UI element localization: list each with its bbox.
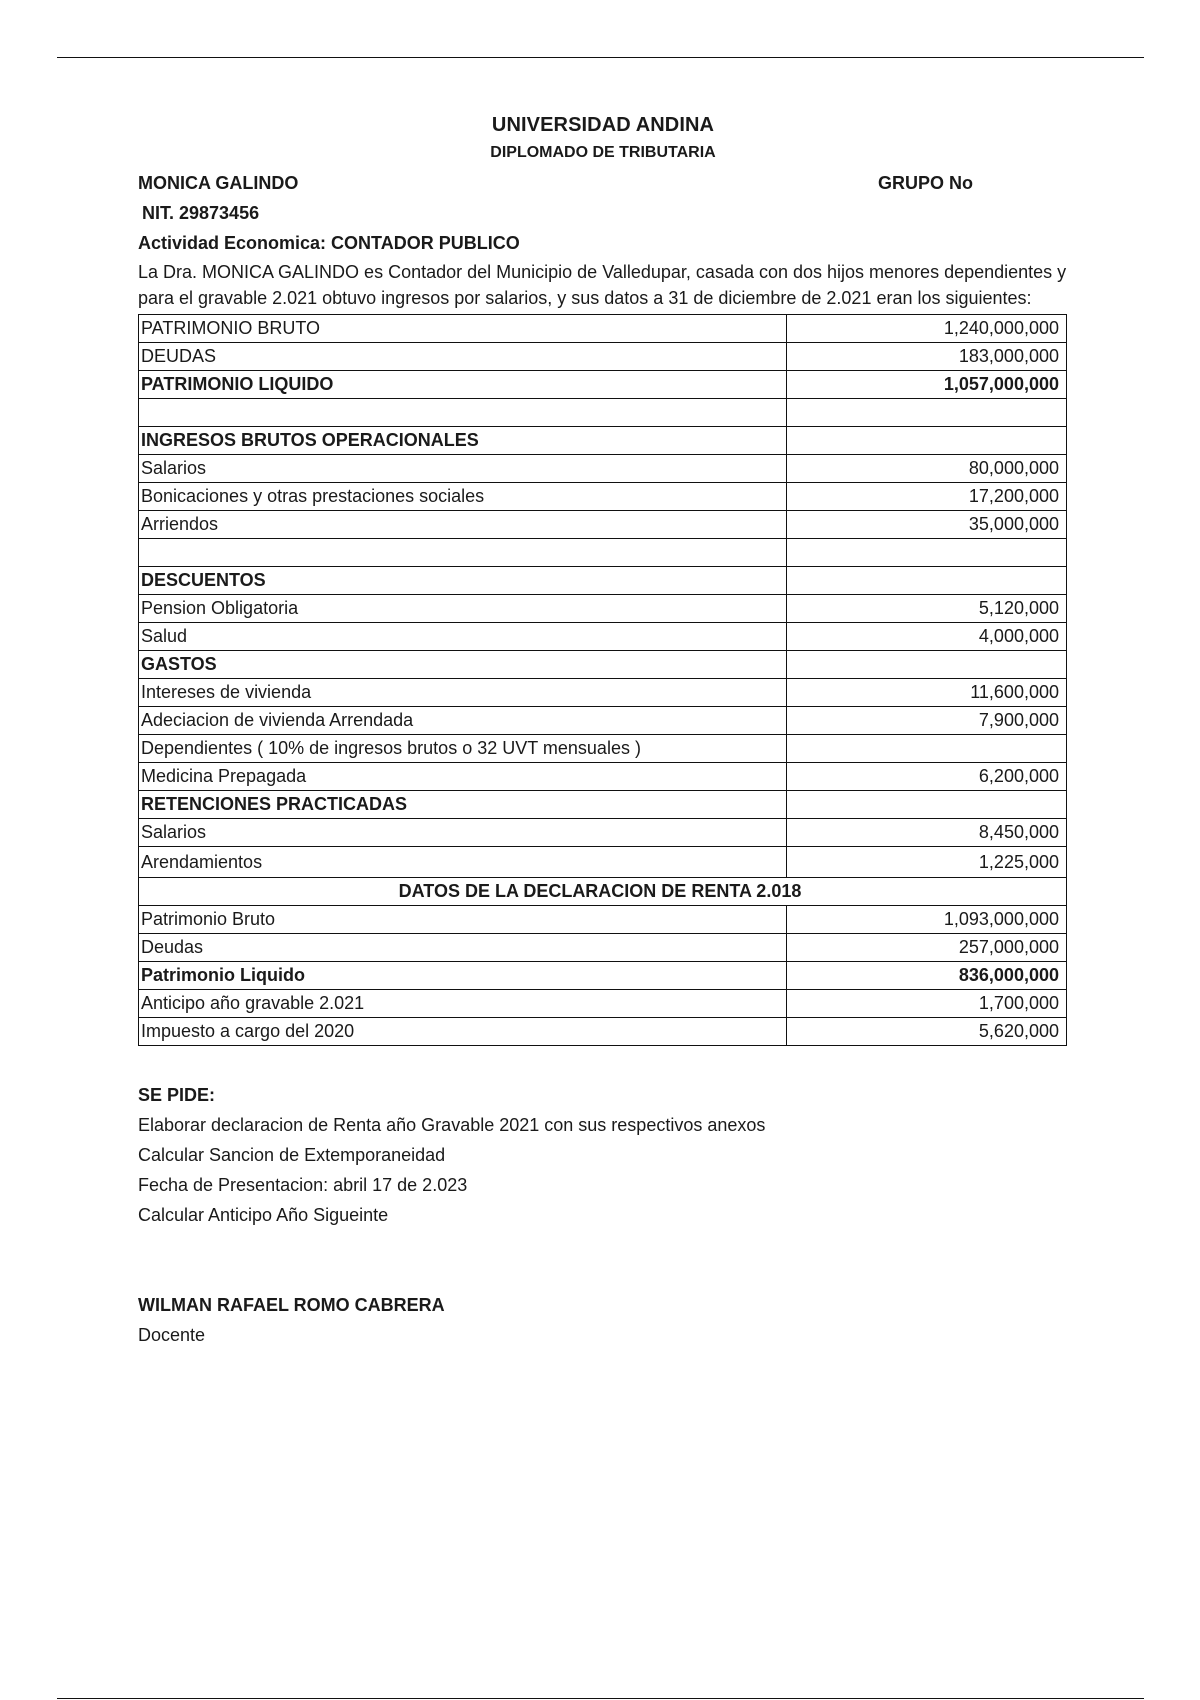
table-row: [139, 847, 1067, 878]
table-row: [139, 707, 1067, 735]
table-row-empty: [139, 539, 1067, 567]
row-value: 5,620,000: [787, 1018, 1067, 1046]
table-row: [139, 483, 1067, 511]
table-section-header: [139, 651, 1067, 679]
row-value: 1,240,000,000: [787, 315, 1067, 343]
row-label: Medicina Prepagada: [139, 763, 787, 791]
row-label: Patrimonio Bruto: [139, 906, 787, 934]
teacher-role: Docente: [138, 1325, 206, 1345]
university-title: UNIVERSIDAD ANDINA: [491, 114, 715, 136]
table-section-header: [139, 791, 1067, 819]
row-value: [787, 399, 1067, 427]
task-item: Elaborar declaracion de Renta año Gravable 2021 con sus respectivos anexos: [138, 1115, 766, 1135]
row-value: [787, 567, 1067, 595]
row-value: 5,120,000: [787, 595, 1067, 623]
row-label: DEUDAS: [139, 343, 787, 371]
table-row: [139, 819, 1067, 847]
row-value: [787, 427, 1067, 455]
table-row-empty: [139, 399, 1067, 427]
row-label: Pension Obligatoria: [139, 595, 787, 623]
row-label: [139, 539, 787, 567]
row-value: 35,000,000: [787, 511, 1067, 539]
bottom-rule: [57, 1698, 1144, 1699]
row-label: Bonicaciones y otras prestaciones sociales: [139, 483, 787, 511]
table-section-header: [139, 427, 1067, 455]
student-name: MONICA GALINDO: [138, 173, 299, 193]
row-value: [787, 791, 1067, 819]
row-value: 11,600,000: [787, 679, 1067, 707]
table-row: [139, 990, 1067, 1018]
row-label: Salarios: [139, 819, 787, 847]
table-row: [139, 763, 1067, 791]
document-body: [138, 112, 1068, 1350]
row-value: [787, 539, 1067, 567]
row-label: Patrimonio Liquido: [139, 962, 787, 990]
table-section-title: [139, 878, 1067, 906]
nit-line: NIT. 29873456: [142, 203, 260, 223]
table-row: [139, 455, 1067, 483]
table-row: [139, 343, 1067, 371]
table-row: [139, 595, 1067, 623]
table-row: [139, 315, 1067, 343]
row-label: DESCUENTOS: [139, 567, 787, 595]
row-label: INGRESOS BRUTOS OPERACIONALES: [139, 427, 787, 455]
row-label: Dependientes ( 10% de ingresos brutos o 32 UVT mensuales ): [139, 735, 787, 763]
signature-block: [138, 1290, 1068, 1350]
row-label: Arendamientos: [139, 847, 787, 878]
row-value: 1,093,000,000: [787, 906, 1067, 934]
task-list: [138, 1110, 1068, 1230]
row-value: 7,900,000: [787, 707, 1067, 735]
row-label: GASTOS: [139, 651, 787, 679]
name-group-row: [138, 168, 1068, 198]
row-value: [787, 735, 1067, 763]
table-row: [139, 371, 1067, 399]
table-row: [139, 623, 1067, 651]
row-value: 1,700,000: [787, 990, 1067, 1018]
table-row: [139, 735, 1067, 763]
row-label: Adeciacion de vivienda Arrendada: [139, 707, 787, 735]
row-label: Deudas: [139, 934, 787, 962]
row-label: [139, 399, 787, 427]
task-section: [138, 1080, 1068, 1230]
row-label: Impuesto a cargo del 2020: [139, 1018, 787, 1046]
row-value: 4,000,000: [787, 623, 1067, 651]
row-label: PATRIMONIO BRUTO: [139, 315, 787, 343]
task-item: Calcular Sancion de Extemporaneidad: [138, 1145, 446, 1165]
row-value: 80,000,000: [787, 455, 1067, 483]
row-label: RETENCIONES PRACTICADAS: [139, 791, 787, 819]
row-value: [787, 651, 1067, 679]
row-value: 17,200,000: [787, 483, 1067, 511]
teacher-name: WILMAN RAFAEL ROMO CABRERA: [138, 1295, 445, 1315]
activity-line: Actividad Economica: CONTADOR PUBLICO: [138, 233, 520, 253]
row-value: 6,200,000: [787, 763, 1067, 791]
row-label: Anticipo año gravable 2.021: [139, 990, 787, 1018]
table-row: [139, 934, 1067, 962]
table-section-header: [139, 567, 1067, 595]
table-row: [139, 511, 1067, 539]
group-label: GRUPO No: [877, 173, 973, 193]
program-title: DIPLOMADO DE TRIBUTARIA: [490, 144, 716, 161]
table-row: [139, 1018, 1067, 1046]
task-item: Fecha de Presentacion: abril 17 de 2.023: [138, 1175, 468, 1195]
task-title: SE PIDE:: [138, 1085, 216, 1105]
row-label: Salud: [139, 623, 787, 651]
task-item: Calcular Anticipo Año Sigueinte: [138, 1205, 389, 1225]
row-label: Intereses de vivienda: [139, 679, 787, 707]
table-row: [139, 906, 1067, 934]
row-value: 1,225,000: [787, 847, 1067, 878]
row-label: Salarios: [139, 455, 787, 483]
row-value: 1,057,000,000: [787, 371, 1067, 399]
top-rule: [57, 57, 1144, 58]
row-value: 257,000,000: [787, 934, 1067, 962]
declaration-section-title: DATOS DE LA DECLARACION DE RENTA 2.018: [139, 878, 1067, 906]
row-value: 836,000,000: [787, 962, 1067, 990]
row-label: PATRIMONIO LIQUIDO: [139, 371, 787, 399]
row-value: 8,450,000: [787, 819, 1067, 847]
row-label: Arriendos: [139, 511, 787, 539]
intro-paragraph: La Dra. MONICA GALINDO es Contador del Municipio de Valledupar, casada con dos hijos menores dependientes y para el gravable 2.021 obtuvo ingresos por salarios, y sus datos a 31 de diciembre de 2.021 eran los siguientes:: [138, 262, 1067, 308]
table-row: [139, 962, 1067, 990]
row-value: 183,000,000: [787, 343, 1067, 371]
data-table: [138, 314, 1067, 1046]
table-row: [139, 679, 1067, 707]
